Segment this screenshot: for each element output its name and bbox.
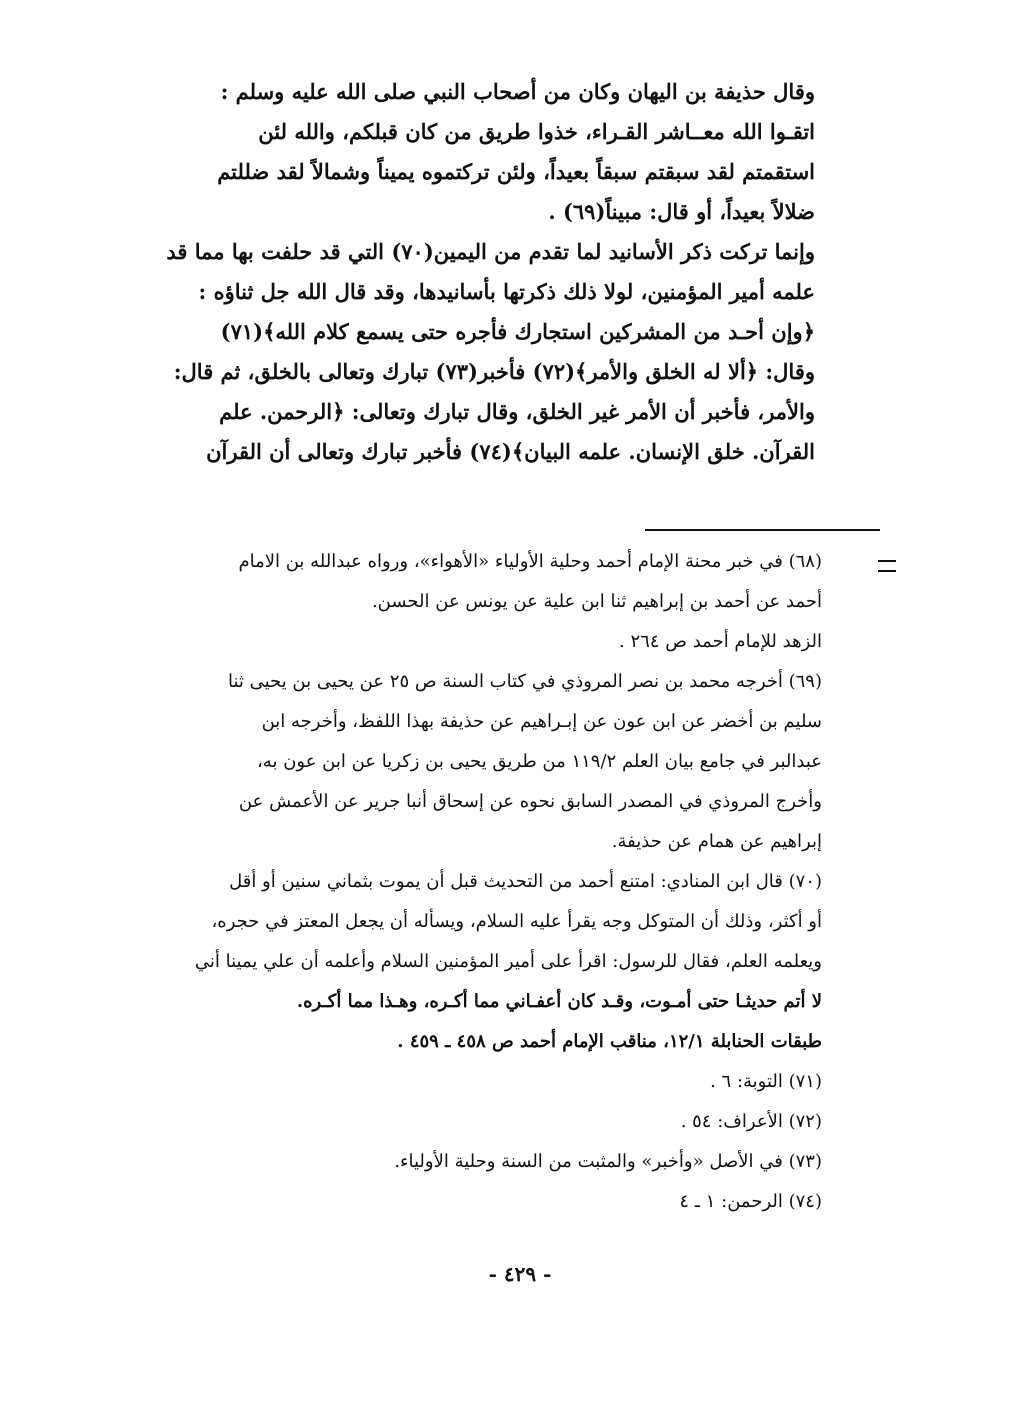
body-line: وإنما تركت ذكر الأسانيد لما تقدم من اليمين(٧٠) التي قد حلفت بها مما قد [166, 239, 815, 264]
footnote-line: أحمد عن أحمد بن إبراهيم ثنا ابن علية عن يونس عن الحسن. [371, 591, 822, 612]
body-line: علمه أمير المؤمنين، لولا ذلك ذكرتها بأسانيدها، وقد قال الله جل ثناؤه : [198, 279, 815, 304]
body-line: اتقـوا الله معــاشر القـراء، خذوا طريق من كان قبلكم، والله لئن [258, 119, 815, 144]
main-text [150, 72, 815, 472]
footnote-line: (٧١) التوبة: ٦ . [710, 1071, 822, 1092]
footnote-line: سليم بن أخضر عن ابن عون عن إبـراهيم عن حذيفة بهذا اللفظ، وأخرجه ابن [261, 711, 822, 732]
body-line: ضلالاً بعيداً، أو قال: مبيناً(٦٩) . [548, 199, 815, 224]
body-line: ﴿وإن أحـد من المشركين استجارك فأجره حتى يسمع كلام الله﴾(٧١) [220, 319, 815, 344]
footnote-line: لا أتم حديثـا حتى أمـوت، وقـد كان أعفـاني مما أكـره، وهـذا مما أكـره. [296, 991, 822, 1012]
body-line: استقمتم لقد سبقتم سبقاً بعيداً، ولئن تركتموه يميناً وشمالاً لقد ضللتم [217, 159, 815, 184]
footnote-line: (٧٠) قال ابن المنادي: امتنع أحمد من التحديث قبل أن يموت بثماني سنين أو أقل [229, 871, 822, 892]
footnote-separator [645, 529, 880, 531]
footnote-line: وأخرج المروذي في المصدر السابق نحوه عن إسحاق أنبا جرير عن الأعمش عن [238, 791, 822, 812]
footnotes [150, 542, 822, 1222]
body-line: وقال حذيفة بن اليهان وكان من أصحاب النبي صلى الله عليه وسلم : [220, 79, 815, 104]
footnote-line: ويعلمه العلم، فقال للرسول: اقرأ على أمير المؤمنين السلام وأعلمه أن علي يمينا أني [194, 951, 822, 972]
footnote-line: (٧٢) الأعراف: ٥٤ . [680, 1111, 822, 1132]
footnote-line: (٦٨) في خبر محنة الإمام أحمد وحلية الأولياء «الأهواء»، ورواه عبدالله بن الامام [238, 551, 822, 572]
footnote-line: (٧٣) في الأصل «وأخبر» والمثبت من السنة وحلية الأولياء. [394, 1151, 822, 1172]
footnote-line: أو أكثر، وذلك أن المتوكل وجه يقرأ عليه السلام، ويسأله أن يجعل المعتز في حجره، [211, 911, 822, 932]
body-line: وقال: ﴿ألا له الخلق والأمر﴾(٧٢) فأخبر(٧٣) تبارك وتعالى بالخلق، ثم قال: [173, 359, 815, 384]
footnote-line: الزهد للإمام أحمد ص ٢٦٤ . [619, 631, 822, 652]
footnote-line: طبقات الحنابلة ١٢/١، مناقب الإمام أحمد ص ٤٥٨ ـ ٤٥٩ . [397, 1031, 822, 1052]
footnote-line: (٦٩) أخرجه محمد بن نصر المروذي في كتاب السنة ص ٢٥ عن يحيى بن يحيى ثنا [227, 671, 822, 692]
body-line: والأمر، فأخبر أن الأمر غير الخلق، وقال تبارك وتعالى: ﴿الرحمن. علم [219, 399, 815, 424]
footnote-line: إبراهيم عن همام عن حذيفة. [611, 831, 822, 852]
body-line: القرآن. خلق الإنسان. علمه البيان﴾(٧٤) فأخبر تبارك وتعالى أن القرآن [206, 439, 815, 464]
page-number: - ٤٢٩ - [488, 1262, 552, 1286]
footnote-line: (٧٤) الرحمن: ١ ـ ٤ [679, 1191, 822, 1212]
footnote-line: عبدالبر في جامع بيان العلم ١١٩/٢ من طريق يحيى بن زكريا عن ابن عون به، [257, 751, 822, 772]
margin-mark [878, 560, 896, 572]
